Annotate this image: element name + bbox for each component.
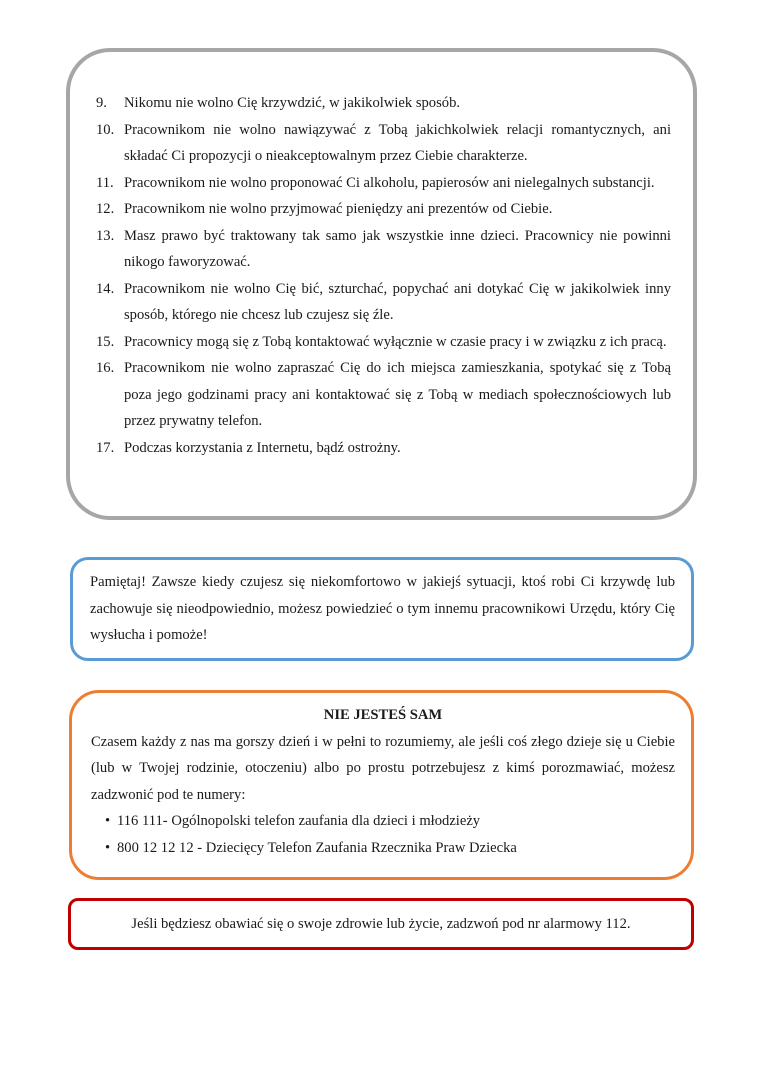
list-text: Pracownikom nie wolno zapraszać Cię do ich miejsca zamieszkania, spotykać się z Tobą poza jego godzinami pracy ani kontaktować się z Tobą w mediach społecznościowych lub przez prywatny telefon. xyxy=(124,360,671,429)
remember-text: Pamiętaj! Zawsze kiedy czujesz się niekomfortowo w jakiejś sytuacji, ktoś robi Ci krzywdę lub zachowuje się nieodpowiednio, możesz powiedzieć o tym innemu pracownikowi Urzędu, który Cię wysłucha i pomoże! xyxy=(90,574,675,643)
list-text: Podczas korzystania z Internetu, bądź ostrożny. xyxy=(124,439,401,456)
list-number: 12. xyxy=(96,201,115,217)
list-text: Pracownikom nie wolno przyjmować pieniędzy ani prezentów od Ciebie. xyxy=(124,201,553,217)
not-alone-box xyxy=(69,690,694,880)
list-number: 9. xyxy=(96,95,107,111)
bullet-icon: • xyxy=(105,839,111,856)
list-text: Pracownikom nie wolno proponować Ci alkoholu, papierosów ani nielegalnych substancji. xyxy=(124,174,655,191)
list-number: 10. xyxy=(96,121,115,138)
list-text: Nikomu nie wolno Cię krzywdzić, w jakikolwiek sposób. xyxy=(124,95,461,111)
list-text: Masz prawo być traktowany tak samo jak wszystkie inne dzieci. Pracownicy nie powinni nikogo faworyzować. xyxy=(124,227,671,270)
emergency-text: Jeśli będziesz obawiać się o swoje zdrowie lub życie, zadzwoń pod nr alarmowy 112. xyxy=(131,916,631,932)
list-number: 16. xyxy=(96,360,115,376)
list-number: 11. xyxy=(96,174,114,191)
list-text: Pracownikom nie wolno Cię bić, szturchać, popychać ani dotykać Cię w jakikolwiek inny sposób, którego nie chcesz lub czujesz się źle. xyxy=(124,280,671,323)
phone-number-text: 116 111- Ogólnopolski telefon zaufania dla dzieci i młodzieży xyxy=(117,813,481,829)
bullet-icon: • xyxy=(105,813,111,829)
emergency-box xyxy=(68,898,694,950)
list-item xyxy=(96,435,671,462)
list-number: 13. xyxy=(96,227,115,244)
list-text: Pracownikom nie wolno nawiązywać z Tobą jakichkolwiek relacji romantycznych, ani składać Ci propozycji o nieakceptowalnym przez Ciebie charakterze. xyxy=(124,121,671,164)
list-item xyxy=(96,223,671,276)
list-item xyxy=(96,170,671,197)
list-text: Pracownicy mogą się z Tobą kontaktować wyłącznie w czasie pracy i w związku z ich pracą. xyxy=(124,333,667,350)
list-number: 17. xyxy=(96,439,115,456)
rules-box xyxy=(66,48,697,520)
list-item xyxy=(96,117,671,170)
rules-list xyxy=(96,90,671,461)
phone-number-list xyxy=(91,808,675,861)
list-item xyxy=(96,90,671,117)
remember-box xyxy=(70,557,694,661)
list-number: 14. xyxy=(96,280,115,297)
not-alone-title: NIE JESTEŚ SAM xyxy=(323,707,443,723)
list-item xyxy=(96,355,671,435)
list-number: 15. xyxy=(96,333,115,350)
list-item xyxy=(96,276,671,329)
phone-number-text: 800 12 12 12 - Dziecięcy Telefon Zaufania Rzecznika Praw Dziecka xyxy=(117,839,517,856)
not-alone-body: Czasem każdy z nas ma gorszy dzień i w pełni to rozumiemy, ale jeśli coś złego dzieje się u Ciebie (lub w Twojej rodzinie, otoczeniu) albo po prostu potrzebujesz z kimś porozmawiać, możesz zadzwonić pod te numery: xyxy=(91,733,675,803)
list-item xyxy=(105,835,675,862)
list-item xyxy=(96,196,671,223)
list-item xyxy=(105,808,675,835)
list-item xyxy=(96,329,671,356)
